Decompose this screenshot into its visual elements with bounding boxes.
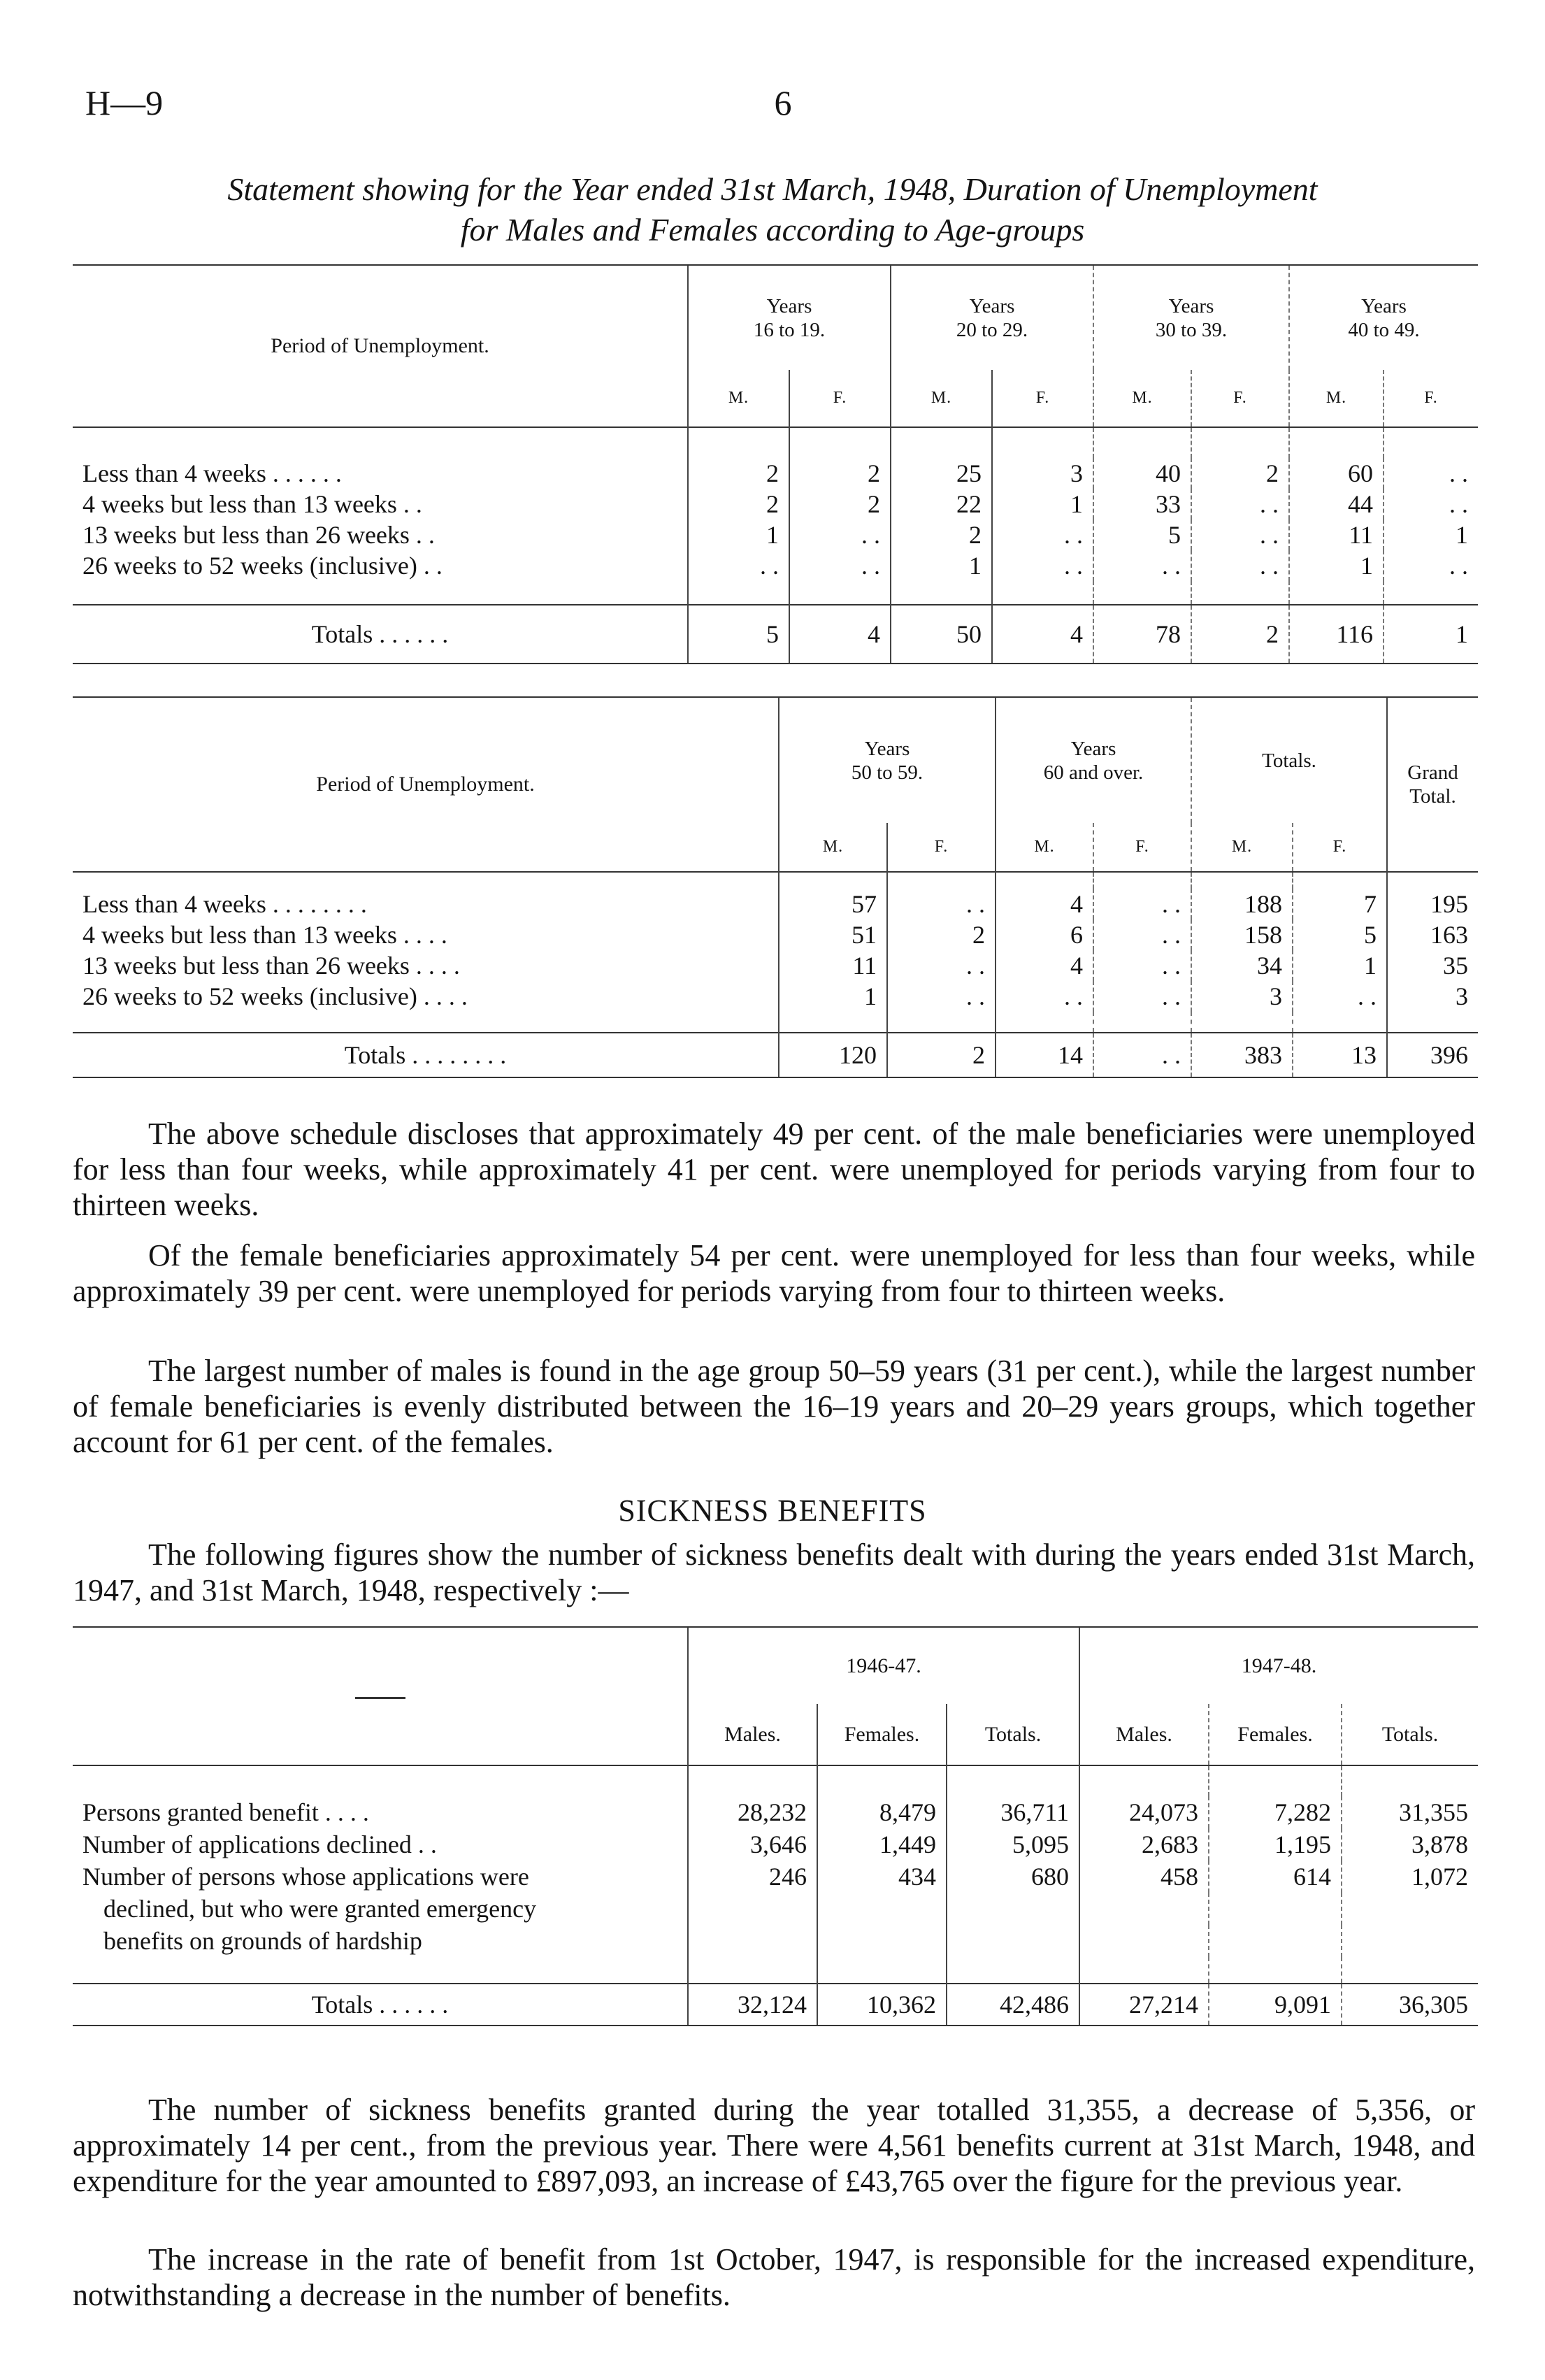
t2-sex-m: M. xyxy=(779,823,887,872)
statement-title-line2: for Males and Females according to Age-groups xyxy=(460,212,1085,248)
t1-sex-m: M. xyxy=(688,370,789,427)
t2-sex-f: F. xyxy=(1093,823,1191,872)
page-code: H—9 xyxy=(85,83,164,122)
t2-totals-row: Totals . . . . . . . . 120 2 14 . . 383 13 396 xyxy=(73,1033,1478,1077)
t3-row: Number of persons whose applications were 246 434 680 458 614 1,072 xyxy=(73,1861,1478,1893)
paragraph-2: Of the female beneficiaries approximately 54 per cent. were unemployed for less than four weeks, while approximately 39 per cent. were unemployed for periods varying from four to thirteen weeks. xyxy=(73,1238,1475,1308)
t2-group-50-59: Years 50 to 59. xyxy=(779,697,996,823)
t1-row: 13 weeks but less than 26 weeks . . 1 . . 2 . . 5 . . 11 1 xyxy=(73,519,1478,550)
t1-row: Less than 4 weeks . . . . . . 2 2 25 3 40 2 60 . . xyxy=(73,458,1478,489)
t1-group-30-39: Years 30 to 39. xyxy=(1093,265,1289,370)
t2-sex-m: M. xyxy=(1191,823,1293,872)
unemployment-table-2 xyxy=(73,696,1478,1078)
paragraph-1: The above schedule discloses that approximately 49 per cent. of the male beneficiaries were unemployed for less than four weeks, while approximately 41 per cent. were unemployed for periods varying from four to thirteen weeks. xyxy=(73,1117,1475,1222)
t3-col-totals: Totals. xyxy=(947,1704,1079,1765)
t3-totals-row: Totals . . . . . . 32,124 10,362 42,486 27,214 9,091 36,305 xyxy=(73,1984,1478,2026)
t3-row: Persons granted benefit . . . . 28,232 8,479 36,711 24,073 7,282 31,355 xyxy=(73,1796,1478,1828)
t1-group-40-49: Years 40 to 49. xyxy=(1289,265,1478,370)
t1-period-header: Period of Unemployment. xyxy=(73,265,688,427)
t3-col-females: Females. xyxy=(1209,1704,1342,1765)
t1-sex-m: M. xyxy=(1289,370,1384,427)
t3-year-1947-48: 1947-48. xyxy=(1079,1627,1478,1704)
unemployment-table-1 xyxy=(73,264,1478,664)
t2-period-header: Period of Unemployment. xyxy=(73,697,779,872)
t2-sex-f: F. xyxy=(1293,823,1387,872)
paragraph-4: The following figures show the number of sickness benefits dealt with during the years ended 31st March, 1947, and 31st March, 1948, respectively :— xyxy=(73,1537,1475,1607)
t1-group-20-29: Years 20 to 29. xyxy=(891,265,1093,370)
t3-year-1946-47: 1946-47. xyxy=(688,1627,1079,1704)
t3-row: Number of applications declined . . 3,646 1,449 5,095 2,683 1,195 3,878 xyxy=(73,1828,1478,1861)
t1-sex-f: F. xyxy=(789,370,891,427)
paragraph-3: The largest number of males is found in the age group 50–59 years (31 per cent.), while the largest number of female beneficiaries is evenly distributed between the 16–19 years and 20–29 years groups, which together account for 61 per cent. of the females. xyxy=(73,1354,1475,1459)
t2-row: 13 weeks but less than 26 weeks . . . . 11 . . 4 . . 34 1 35 xyxy=(73,950,1478,981)
statement-title-line1: Statement showing for the Year ended 31st March, 1948, Duration of Unemployment xyxy=(227,171,1318,207)
t2-totals-header: Totals. xyxy=(1191,697,1387,823)
t3-col-females: Females. xyxy=(817,1704,947,1765)
sickness-benefits-table: 1946-47. 1947-48. Males. Females. Totals. Males. Females. Totals. Persons granted benefit . . . . 28,232 8,479 36,711 24,073 7,282 31,355 Number of applications declined . . 3,646 1,449 5,095 2,683 1,195 3,878 Number of persons whose applications were 246 434 680 458 614 1,072 declined, but who were granted emergency benefits on grounds of hardship Totals . . . . . . 32,124 10,362 42,486 27,214 9,091 36,305 xyxy=(73,1626,1478,2026)
t2-sex-f: F. xyxy=(887,823,996,872)
sickness-benefits-heading: SICKNESS BENEFITS xyxy=(618,1493,927,1528)
t2-row: 4 weeks but less than 13 weeks . . . . 51 2 6 . . 158 5 163 xyxy=(73,919,1478,950)
t1-sex-m: M. xyxy=(1093,370,1191,427)
t1-group-16-19: Years 16 to 19. xyxy=(688,265,891,370)
t2-grand-total-header: Grand Total. xyxy=(1387,697,1478,872)
paragraph-6: The increase in the rate of benefit from 1st October, 1947, is responsible for the increased expenditure, notwithstanding a decrease in the number of benefits. xyxy=(73,2242,1475,2312)
t2-row: 26 weeks to 52 weeks (inclusive) . . . . 1 . . . . . . 3 . . 3 xyxy=(73,981,1478,1012)
t1-sex-f: F. xyxy=(992,370,1093,427)
t2-sex-m: M. xyxy=(996,823,1093,872)
t1-sex-f: F. xyxy=(1191,370,1289,427)
t1-sex-m: M. xyxy=(891,370,992,427)
statement-title xyxy=(77,169,1468,250)
page-number: 6 xyxy=(774,83,792,122)
t1-row: 26 weeks to 52 weeks (inclusive) . . . . . . 1 . . . . . . 1 . . xyxy=(73,550,1478,581)
t3-col-males: Males. xyxy=(688,1704,817,1765)
t1-totals-row: Totals . . . . . . 5 4 50 4 78 2 116 1 xyxy=(73,605,1478,664)
t3-col-males: Males. xyxy=(1079,1704,1209,1765)
t1-row: 4 weeks but less than 13 weeks . . 2 2 22 1 33 . . 44 . . xyxy=(73,489,1478,519)
paragraph-5: The number of sickness benefits granted during the year totalled 31,355, a decrease of 5,356, or approximately 14 per cent., from the previous year. There were 4,561 benefits current at 31st March, 1948, and expenditure for the year amounted to £897,093, an increase of £43,765 over the figure for the previous year. xyxy=(73,2093,1475,2198)
t2-row: Less than 4 weeks . . . . . . . . 57 . . 4 . . 188 7 195 xyxy=(73,889,1478,919)
t2-group-60-over: Years 60 and over. xyxy=(996,697,1191,823)
t3-blank-header xyxy=(73,1627,688,1765)
page-header xyxy=(0,83,1545,138)
t3-col-totals: Totals. xyxy=(1342,1704,1478,1765)
t1-sex-f: F. xyxy=(1384,370,1478,427)
